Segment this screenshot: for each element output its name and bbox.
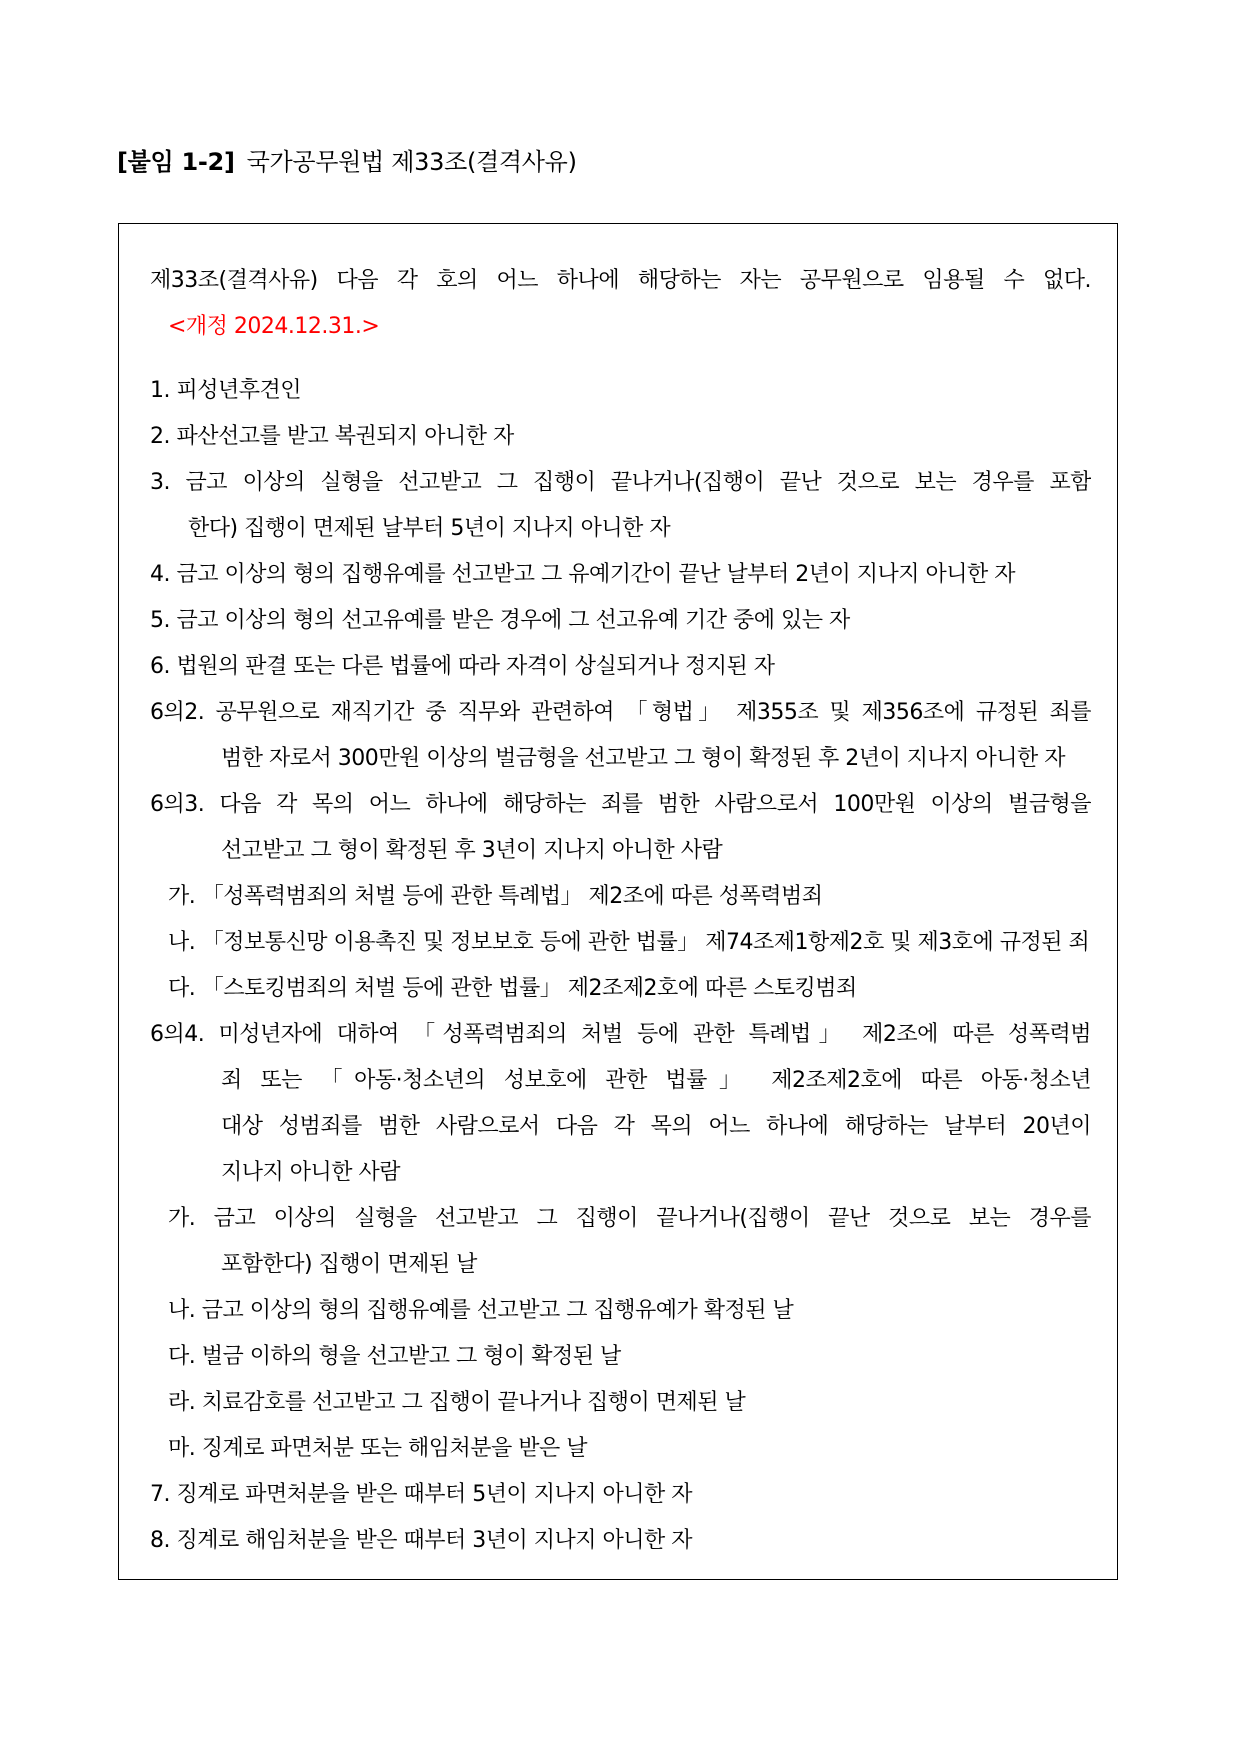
list-item bbox=[150, 414, 1091, 460]
item-line: 범한 자로서 300만원 이상의 벌금형을 선고받고 그 형이 확정된 후 2년이 지나지 아니한 자 bbox=[221, 746, 1065, 771]
item-line: 6의4. 미성년자에 대하여 「성폭력범죄의 처벌 등에 관한 특례법」 제2조에 따른 성폭력범 bbox=[150, 1022, 1091, 1047]
item-line: 가. 금고 이상의 실형을 선고받고 그 집행이 끝나거나(집행이 끝난 것으로 보는 경우를 bbox=[168, 1206, 1091, 1231]
item-line: 8. 징계로 해임처분을 받은 때부터 3년이 지나지 아니한 자 bbox=[150, 1528, 692, 1553]
list-item bbox=[150, 598, 1091, 644]
item-line: 2. 파산선고를 받고 복권되지 아니한 자 bbox=[150, 424, 514, 449]
list-item bbox=[150, 1472, 1091, 1518]
attachment-tag: [붙임 1-2] bbox=[117, 148, 235, 176]
item-line: 라. 치료감호를 선고받고 그 집행이 끝나거나 집행이 면제된 날 bbox=[168, 1390, 746, 1415]
list-item bbox=[150, 782, 1091, 874]
item-line: 6의3. 다음 각 목의 어느 하나에 해당하는 죄를 범한 사람으로서 100만원 이상의 벌금형을 bbox=[150, 792, 1091, 817]
list-item bbox=[150, 690, 1091, 782]
item-line: 죄 또는 「아동·청소년의 성보호에 관한 법률」 제2조제2호에 따른 아동·청소년 bbox=[221, 1068, 1091, 1093]
item-line: 지나지 아니한 사람 bbox=[221, 1160, 401, 1185]
item-line: 6의2. 공무원으로 재직기간 중 직무와 관련하여 「형법」 제355조 및 제356조에 규정된 죄를 bbox=[150, 700, 1091, 725]
list-item bbox=[150, 966, 1091, 1012]
item-line: 포함한다) 집행이 면제된 날 bbox=[221, 1252, 477, 1277]
item-line: 4. 금고 이상의 형의 집행유예를 선고받고 그 유예기간이 끝난 날부터 2년이 지나지 아니한 자 bbox=[150, 562, 1015, 587]
list-item bbox=[150, 1012, 1091, 1196]
page-heading bbox=[117, 146, 577, 178]
heading-title: 국가공무원법 제33조(결격사유) bbox=[246, 148, 577, 176]
item-line: 마. 징계로 파면처분 또는 해임처분을 받은 날 bbox=[168, 1436, 587, 1461]
list-item bbox=[150, 644, 1091, 690]
item-line: 한다) 집행이 면제된 날부터 5년이 지나지 아니한 자 bbox=[188, 516, 671, 541]
law-text-box bbox=[118, 223, 1118, 1580]
list-item bbox=[150, 920, 1091, 966]
list-item bbox=[150, 1380, 1091, 1426]
item-line: 1. 피성년후견인 bbox=[150, 378, 301, 403]
list-item bbox=[150, 1196, 1091, 1288]
list-item bbox=[150, 1288, 1091, 1334]
item-line: 다. 벌금 이하의 형을 선고받고 그 형이 확정된 날 bbox=[168, 1344, 621, 1369]
amendment-note: <개정 2024.12.31.> bbox=[168, 314, 380, 339]
item-line: 선고받고 그 형이 확정된 후 3년이 지나지 아니한 사람 bbox=[221, 838, 723, 863]
item-line: 가. 「성폭력범죄의 처벌 등에 관한 특례법」 제2조에 따른 성폭력범죄 bbox=[168, 884, 823, 909]
item-line: 나. 금고 이상의 형의 집행유예를 선고받고 그 집행유예가 확정된 날 bbox=[168, 1298, 794, 1323]
list-item bbox=[150, 552, 1091, 598]
list-item bbox=[150, 1334, 1091, 1380]
item-line: 대상 성범죄를 범한 사람으로서 다음 각 목의 어느 하나에 해당하는 날부터 20년이 bbox=[221, 1114, 1091, 1139]
list-item bbox=[150, 368, 1091, 414]
item-line: 7. 징계로 파면처분을 받은 때부터 5년이 지나지 아니한 자 bbox=[150, 1482, 692, 1507]
law-content bbox=[150, 258, 1091, 1564]
list-item bbox=[150, 874, 1091, 920]
spacer bbox=[150, 350, 1091, 368]
list-item bbox=[150, 1426, 1091, 1472]
item-line: 다. 「스토킹범죄의 처벌 등에 관한 법률」 제2조제2호에 따른 스토킹범죄 bbox=[168, 976, 857, 1001]
item-line: 3. 금고 이상의 실형을 선고받고 그 집행이 끝나거나(집행이 끝난 것으로 보는 경우를 포함 bbox=[150, 470, 1091, 495]
item-line: 6. 법원의 판결 또는 다른 법률에 따라 자격이 상실되거나 정지된 자 bbox=[150, 654, 775, 679]
item-line: 나. 「정보통신망 이용촉진 및 정보보호 등에 관한 법률」 제74조제1항제2호 및 제3호에 규정된 죄 bbox=[168, 930, 1090, 955]
list-item bbox=[150, 460, 1091, 552]
list-item bbox=[150, 1518, 1091, 1564]
article-heading: 제33조(결격사유) 다음 각 호의 어느 하나에 해당하는 자는 공무원으로 임용될 수 없다. bbox=[150, 268, 1091, 293]
item-line: 5. 금고 이상의 형의 선고유예를 받은 경우에 그 선고유예 기간 중에 있는 자 bbox=[150, 608, 850, 633]
